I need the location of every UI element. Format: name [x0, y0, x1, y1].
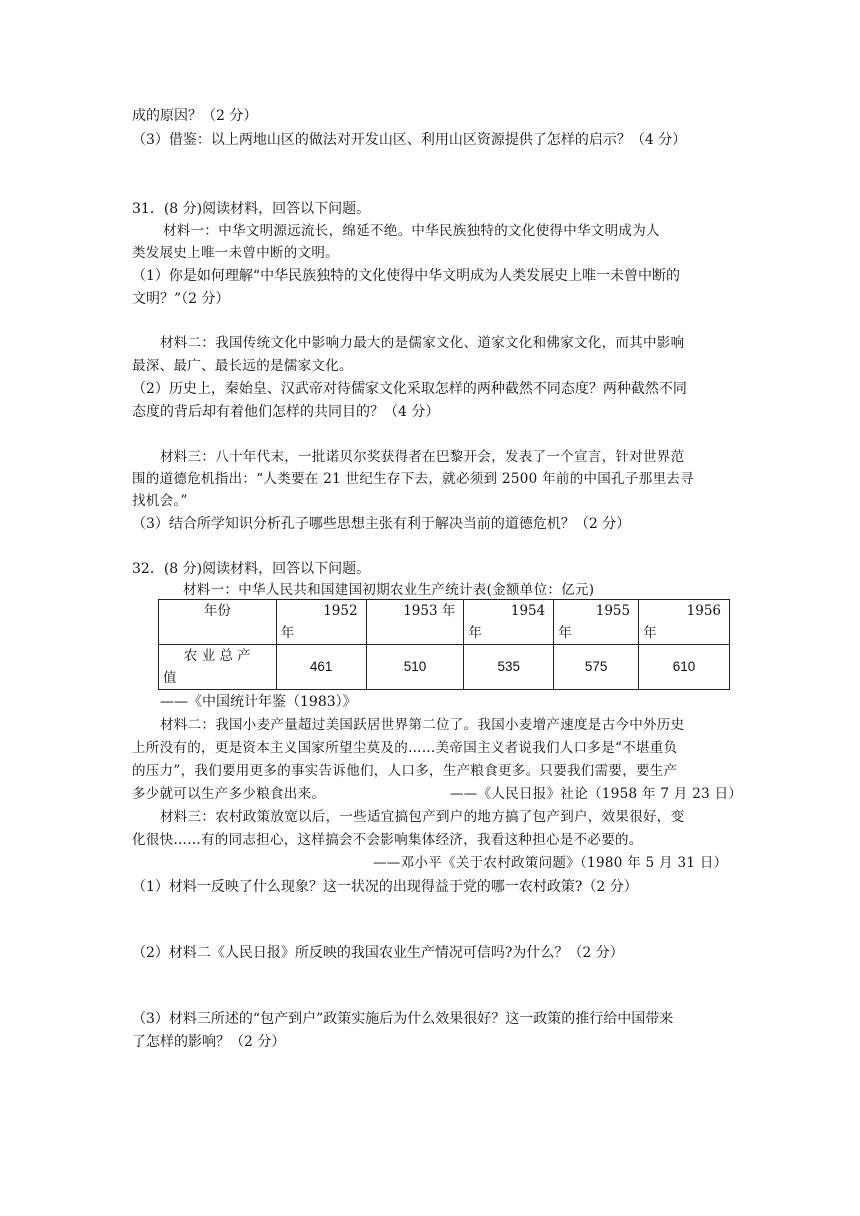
q31-part2-line1: （2）历史上，秦始皇、汉武帝对待儒家文化采取怎样的两种截然不同态度？两种截然不同 [132, 381, 687, 397]
table-year-cell [464, 600, 554, 645]
table-row-label [159, 645, 277, 690]
q31-material1-line2: 类发展史上唯一未曾中断的文明。 [132, 245, 339, 261]
table-header-year [159, 600, 277, 645]
year-unit: 年 [643, 625, 657, 641]
q32-part1: （1）材料一反映了什么现象？这一状况的出现得益于党的哪一农村政策?（2 分） [132, 879, 638, 895]
q31-material2-line1: 材料二：我国传统文化中影响力最大的是儒家文化、道家文化和佛家文化，而其中影响 [160, 335, 685, 351]
q32-material2-line4: 多少就可以生产多少粮食出来。 [132, 786, 326, 802]
year-unit: 年 [468, 625, 482, 641]
year-number: 1952 [323, 603, 358, 619]
year-full: 1953 年 [403, 603, 456, 619]
q32-material1-source: ——《中国统计年鉴（1983）》 [160, 694, 357, 710]
q31-part2-line2: 态度的背后却有着他们怎样的共同目的？（4 分） [132, 404, 440, 420]
table-header-label: 年份 [203, 603, 231, 619]
q30-tail: 成的原因？（2 分） [132, 108, 258, 124]
q32-material1-caption: 材料一：中华人民共和国建国初期农业生产统计表(金额单位：亿元) [183, 582, 595, 598]
q32-heading: 32．(8 分)阅读材料，回答以下问题。 [132, 561, 371, 577]
year-unit: 年 [558, 625, 572, 641]
q32-material2-source: ——《人民日报》社论（1958 年 7 月 23 日） [450, 786, 743, 802]
table-value-cell: 461 [276, 645, 366, 690]
table-year-cell [554, 600, 639, 645]
table-value-cell: 535 [464, 645, 554, 690]
q32-part2: （2）材料二《人民日报》所反映的我国农业生产情况可信吗?为什么？（2 分） [132, 945, 624, 961]
q32-material2-line1: 材料二：我国小麦产量超过美国跃居世界第二位了。我国小麦增产速度是古今中外历史 [160, 717, 685, 733]
table-year-cell [639, 600, 730, 645]
year-number: 1954 [510, 603, 546, 619]
q31-material1-line1: 材料一：中华文明源远流长，绵延不绝。中华民族独特的文化使得中华文明成为人 [163, 223, 660, 239]
q32-part3-line2: 了怎样的影响？（2 分） [132, 1034, 286, 1050]
q31-heading: 31．(8 分)阅读材料，回答以下问题。 [132, 201, 371, 217]
row-label-line2: 值 [163, 670, 177, 686]
q31-material3-line3: 找机会。” [132, 493, 188, 509]
q32-material3-source: ——邓小平《关于农村政策问题》（1980 年 5 月 31 日） [373, 855, 728, 871]
q31-material3-line1: 材料三：八十年代末，一批诺贝尔奖获得者在巴黎开会，发表了一个宣言，针对世界范 [160, 449, 685, 465]
year-number: 1956 [686, 603, 721, 619]
q32-material2-line2: 上所没有的，更是资本主义国家所望尘莫及的……美帝国主义者说我们人口多是“不堪重负 [132, 740, 678, 756]
table-row [159, 600, 730, 645]
q32-material3-line1: 材料三：农村政策放宽以后，一些适宜搞包产到户的地方搞了包产到户，效果很好，变 [160, 809, 685, 825]
q31-part1-line2: 文明？”（2 分） [132, 291, 230, 307]
q31-material3-line2: 围的道德危机指出：“人类要在 21 世纪生存下去，就必须到 2500 年前的中国孔子那里去寻 [132, 471, 694, 487]
q30-part3: （3）借鉴：以上两地山区的做法对开发山区、利用山区资源提供了怎样的启示？（4 分） [132, 132, 687, 148]
table-year-cell [366, 600, 464, 645]
q31-material2-line2: 最深、最广、最长远的是儒家文化。 [132, 358, 353, 374]
year-unit: 年 [280, 625, 295, 641]
table-year-cell [276, 600, 366, 645]
year-number: 1955 [595, 603, 631, 619]
agri-stats-table [158, 599, 730, 690]
table-value-cell: 610 [639, 645, 730, 690]
q31-part3: （3）结合所学知识分析孔子哪些思想主张有利于解决当前的道德危机？（2 分） [132, 516, 631, 532]
q32-material3-line2: 化很快……有的同志担心，这样搞会不会影响集体经济，我看这种担心是不必要的。 [132, 832, 643, 848]
row-label-line1: 农 业 总 产 [183, 648, 251, 664]
q32-part3-line1: （3）材料三所述的“包产到户”政策实施后为什么效果很好？这一政策的推行给中国带来 [132, 1011, 674, 1027]
q31-part1-line1: （1）你是如何理解“中华民族独特的文化使得中华文明成为人类发展史上唯一未曾中断的 [132, 268, 681, 284]
table-row [159, 645, 730, 690]
table-value-cell: 575 [554, 645, 639, 690]
table-value-cell: 510 [366, 645, 464, 690]
q32-material2-line3: 的压力”，我们要用更多的事实告诉他们，人口多，生产粮食更多。只要我们需要，要生产 [132, 763, 678, 779]
